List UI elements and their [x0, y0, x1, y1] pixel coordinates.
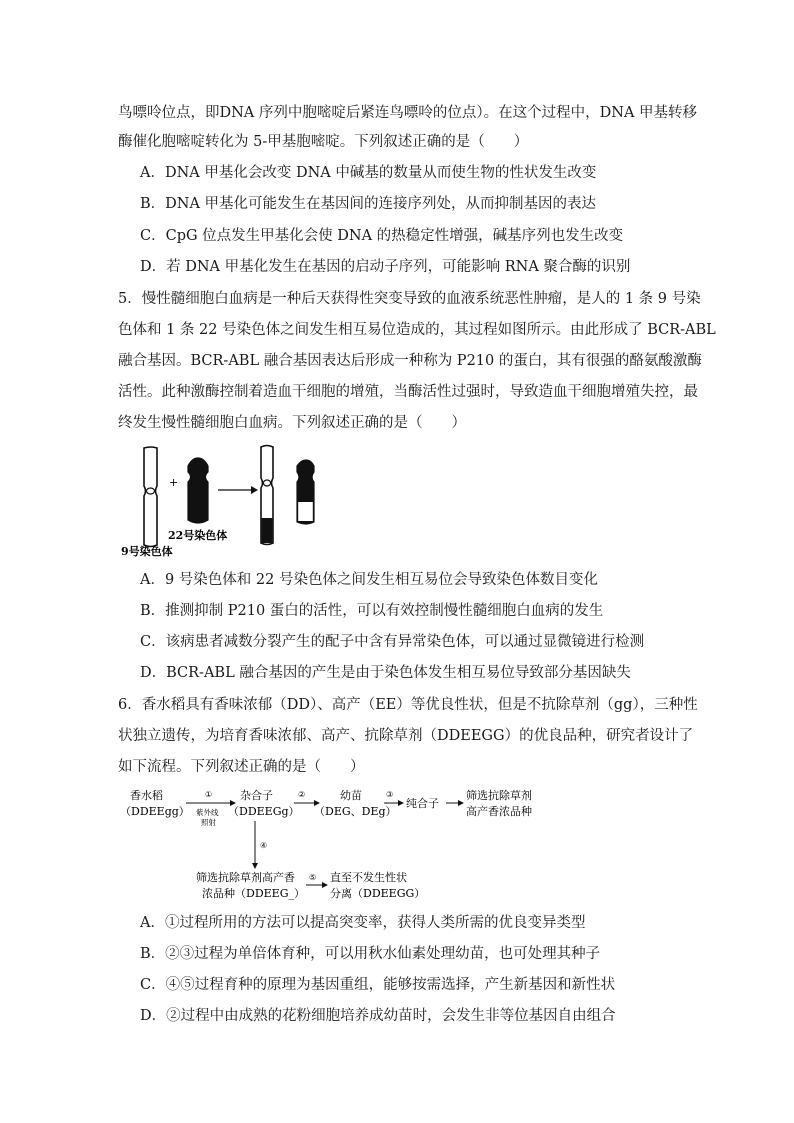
flow-step-4: ④ [260, 841, 268, 850]
q5-option-a: A．9 号染色体和 22 号染色体之间发生相互易位会导致染色体数目变化 [140, 572, 598, 588]
flow-node-youmiao: 幼苗 [340, 789, 362, 802]
q4-stem-line-1: 鸟嘌呤位点，即DNA 序列中胞嘧啶后紧连鸟嘌呤的位点）。在这个过程中，DNA 甲基转移 [118, 105, 698, 121]
q5-option-c: C．该病患者减数分裂产生的配子中含有异常染色体，可以通过显微镜进行检测 [140, 634, 645, 650]
q6-stem-line-3: 如下流程。下列叙述正确的是（ ） [118, 759, 365, 775]
derivative-chromosome-9-icon [261, 446, 273, 545]
label-chromosome-22: 22号染色体 [168, 529, 228, 542]
q4-option-c: C．CpG 位点发生甲基化会使 DNA 的热稳定性增强，碱基序列也发生改变 [140, 228, 624, 244]
flow-node-youmiao-genotype: （DEG、DEg） [314, 805, 397, 818]
chromosome-translocation-figure [110, 442, 340, 560]
q4-option-b: B．DNA 甲基化可能发生在基因间的连接序列处，从而抑制基因的表达 [140, 196, 597, 212]
q5-stem-line-4: 活性。此种激酶控制着造血干细胞的增殖，当酶活性过强时，导致造血干细胞增殖失控，最 [118, 384, 698, 400]
q5-stem-line-2: 色体和 1 条 22 号染色体之间发生相互易位造成的，其过程如图所示。由此形成了 BCR-ABL [118, 322, 716, 338]
chromosome-22-icon [188, 458, 208, 523]
flow-step-2: ② [298, 790, 306, 799]
flow-node-final-line2: 分离（DDEEGG） [330, 887, 426, 900]
q6-option-a: A．①过程所用的方法可以提高突变率，获得人类所需的优良变异类型 [140, 915, 586, 931]
flow-step-1: ① [205, 790, 213, 799]
flow-node-screen-2-line2: 浓品种（DDEEG_） [202, 887, 305, 900]
q4-option-d: D．若 DNA 甲基化发生在基因的启动子序列，可能影响 RNA 聚合酶的识别 [140, 259, 631, 275]
flow-node-zahezi-genotype: （DDEEGg） [228, 805, 300, 818]
q6-stem-line-2: 状独立遗传，为培育香味浓郁、高产、抗除草剂（DDEEGG）的优良品种，研究者设计了 [118, 728, 694, 744]
flow-node-xiangshuidao-genotype: （DDEEgg） [120, 805, 190, 818]
translocation-arrow-icon [218, 486, 258, 494]
q5-option-d: D．BCR-ABL 融合基因的产生是由于染色体发生相互易位导致部分基因缺失 [140, 665, 631, 681]
flow-node-chunhezi: 纯合子 [406, 797, 439, 810]
flow-node-screen-2: 筛选抗除草剂高产香 [196, 871, 295, 884]
q6-stem-line-1: 6．香水稻具有香味浓郁（DD）、高产（EE）等优良性状，但是不抗除草剂（gg），三种性 [118, 697, 698, 713]
q4-stem-line-2: 酶催化胞嘧啶转化为 5-甲基胞嘧啶。下列叙述正确的是（ ） [118, 134, 529, 150]
flow-node-screen-1: 筛选抗除草剂 [466, 789, 532, 802]
flow-step-1-note-a: 紫外线 [196, 808, 219, 817]
q4-option-a: A．DNA 甲基化会改变 DNA 中碱基的数量从而使生物的性状发生改变 [140, 165, 597, 181]
flow-step-3: ③ [386, 790, 394, 799]
q6-option-d: D．②过程中由成熟的花粉细胞培养成幼苗时，会发生非等位基因自由组合 [140, 1008, 616, 1024]
flow-step-5: ⑤ [309, 873, 317, 882]
q6-option-b: B．②③过程为单倍体育种，可以用秋水仙素处理幼苗，也可处理其种子 [140, 946, 601, 962]
q5-stem-line-5: 终发生慢性髓细胞白血病。下列叙述正确的是（ ） [118, 415, 466, 431]
flow-node-final: 直至不发生性状 [330, 871, 407, 884]
flow-node-screen-1-line2: 高产香浓品种 [466, 805, 532, 818]
flow-node-xiangshuidao: 香水稻 [130, 789, 163, 802]
q6-option-c: C．④⑤过程育种的原理为基因重组，能够按需选择，产生新基因和新性状 [140, 977, 616, 993]
breeding-flow-diagram [118, 785, 588, 905]
chromosome-9-icon [144, 447, 157, 547]
philadelphia-chromosome-icon [297, 460, 314, 524]
flow-node-zahezi: 杂合子 [240, 789, 273, 802]
q5-stem-line-3: 融合基因。BCR-ABL 融合基因表达后形成一种称为 P210 的蛋白，其有很强的酪氨酸激酶 [118, 353, 702, 369]
flow-step-1-note-b: 照射 [201, 818, 216, 827]
plus-sign: + [169, 476, 179, 489]
label-chromosome-9: 9号染色体 [121, 545, 173, 558]
q5-option-b: B．推测抑制 P210 蛋白的活性，可以有效控制慢性髓细胞白血病的发生 [140, 603, 604, 619]
q5-stem-line-1: 5．慢性髓细胞白血病是一种后天获得性突变导致的血液系统恶性肿瘤，是人的 1 条 9 号染 [118, 291, 701, 307]
